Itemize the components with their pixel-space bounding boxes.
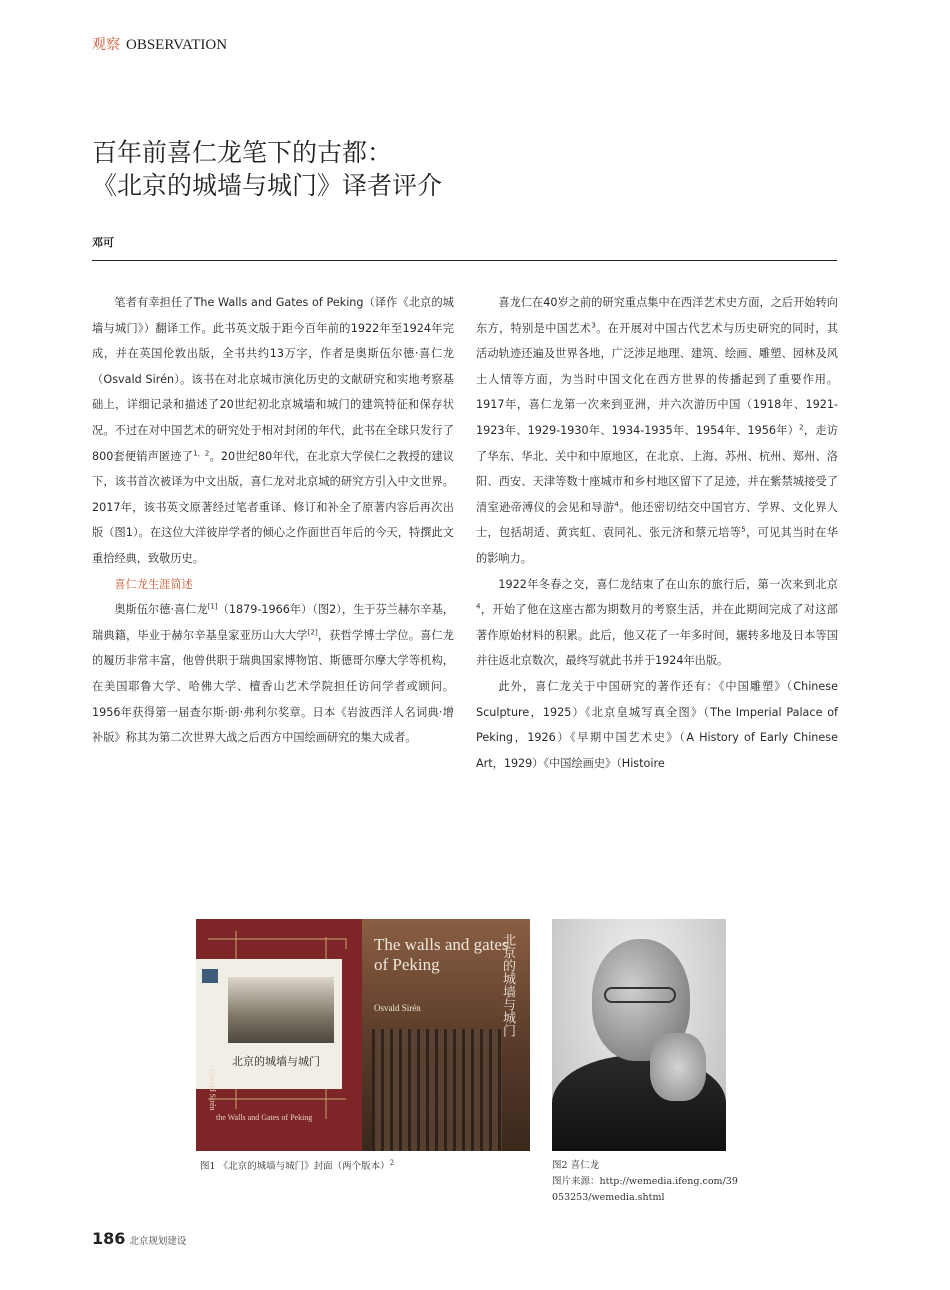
text-run: 笔者有幸担任了The Walls and Gates of Peking（译作《北京的城墙与城门》）翻译工作。此书英文版于距今百年前的1922年至1924年完成，并在英国伦敦出版，全书共约13万字，作者是奥斯伍尔德·喜仁龙（Osvald Sirén）。该书在对北京城市演化历史的文献研究和实地考察基础上，详细记录和描述了20世纪初北京城墙和城门的建筑特征和保存状况。不过在对中国艺术的研究处于相对封闭的年代，此书在全球只发行了800套便销声匿迹了 (92, 296, 454, 463)
figure1-caption (200, 1158, 394, 1172)
cover2-vertical-cn-title: 北京的城墙与城门 (500, 933, 515, 1037)
footnote-ref: 2 (389, 1158, 395, 1167)
text-run: 1922年冬春之交，喜仁龙结束了在山东的旅行后，第一次来到北京 (498, 577, 838, 591)
section-label-en: OBSERVATION (126, 37, 228, 53)
left-column (92, 290, 454, 751)
text-run: 奥斯伍尔德·喜仁龙 (114, 603, 208, 617)
footnote-ref: 5 (741, 525, 746, 534)
gate-tower-image (372, 1029, 502, 1151)
paragraph (476, 572, 838, 674)
figure1-book-covers (196, 919, 530, 1151)
glasses-icon (604, 987, 676, 1003)
caption-line: 图2 喜仁龙 (552, 1160, 600, 1171)
footnote-ref: [1] (207, 602, 218, 611)
page-footer (92, 1229, 186, 1248)
footnote-ref: 1，2 (193, 448, 210, 457)
page-number: 186 (92, 1229, 126, 1248)
cover2-en-title: The walls and gates of Peking (374, 935, 509, 974)
title-divider (92, 260, 837, 261)
subheading: 喜仁龙生涯简述 (114, 577, 193, 591)
text-run: （1879-1966年）（图2），生于芬兰赫尔辛基，瑞典籍，毕业于赫尔辛基皇家亚历山大大学 (92, 603, 454, 642)
cover-photo-card (196, 959, 342, 1089)
footnote-ref: 2 (799, 423, 804, 432)
paragraph: 此外，喜仁龙关于中国研究的著作还有：《中国雕塑》（Chinese Sculpture，1925）《北京皇城写真全图》（The Imperial Palace of Peking，1926）《早期中国艺术史》（A History of Early Chinese Art，1929）《中国绘画史》（Histoire (476, 679, 838, 770)
text-run: 喜龙仁在40岁之前的研究重点集中在西洋艺术史方面，之后开始转向东方，特别是中国艺术 (476, 296, 838, 335)
image-source: 图片来源：http://wemedia.ifeng.com/39053253/wemedia.shtml (552, 1176, 738, 1203)
text-run: ，可见其当时在华的影响力。 (476, 526, 838, 565)
footnote-ref: 3 (591, 320, 596, 329)
article-title (92, 136, 852, 202)
text-run: ，走访了华东、华北、关中和中原地区，在北京、上海、苏州、杭州、郑州、洛阳、西安、天津等数十座城市和乡村地区留下了足迹，并在紫禁城接受了清室逊帝溥仪的会见和导游 (476, 423, 838, 514)
portrait-hand (650, 1033, 706, 1101)
journal-name: 北京规划建设 (129, 1236, 187, 1247)
text-run: 。在开展对中国古代艺术与历史研究的同时，其活动轨迹还遍及世界各地，广泛涉足地理、建筑、绘画、雕塑、园林及风土人情等方面，为当时中国文化在西方世界的传播起到了重要作用。1917年，喜仁龙第一次来到亚洲，并六次游历中国（1918年、1921-1923年、1929-1930年、1934-1935年、1954年、1956年） (476, 321, 838, 437)
figure2-caption (552, 1158, 742, 1206)
text-run: ，开始了他在这座古都为期数月的考察生活，并在此期间完成了对这部著作原始材料的积累。此后，他又花了一年多时间，辗转多地及日本等国并往返北京数次，最终写就此书并于1924年出版。 (476, 603, 838, 668)
section-header (92, 36, 227, 54)
cover-vertical-author: Osvald Sirén (208, 1069, 217, 1111)
figure2-portrait (552, 919, 726, 1151)
cover2-author: Osvald Sirén (374, 1003, 421, 1013)
text-run: 。他还密切结交中国官方、学界、文化界人士，包括胡适、黄宾虹、袁同礼、张元济和蔡元培等 (476, 500, 838, 540)
text-run: 。20世纪80年代，在北京大学侯仁之教授的建议下，该书首次被译为中文出版，喜仁龙对北京城的研究方引入中文世界。2017年，该书英文原著经过笔者重译、修订和补全了原著内容后再次出版（图1）。在这位大洋彼岸学者的倾心之作面世百年后的今天，特撰此文重拾经典，致敬历史。 (92, 449, 454, 565)
footnote-ref: 4 (476, 602, 481, 611)
caption-text: 图1 《北京的城墙与城门》封面（两个版本） (200, 1161, 390, 1172)
author-name: 邓可 (92, 236, 114, 249)
footnote-ref: 4 (614, 500, 619, 509)
article-title-line1: 百年前喜仁龙笔下的古都： (92, 138, 393, 167)
text-run: ，获哲学博士学位。喜仁龙的履历非常丰富，他曾供职于瑞典国家博物馆、斯德哥尔摩大学等机构，在美国耶鲁大学、哈佛大学、檀香山艺术学院担任访问学者或顾问。1956年获得第一届查尔斯·朗·弗利尔奖章。日本《岩波西洋人名词典·增补版》称其为第二次世界大战之后西方中国绘画研究的集大成者。 (92, 628, 454, 745)
publisher-logo (202, 969, 218, 983)
paragraph (92, 290, 454, 572)
cover-cn-title: 北京的城墙与城门 (232, 1055, 320, 1068)
gate-photo (228, 977, 334, 1043)
footnote-ref: [2] (307, 627, 318, 636)
article-title-line2: 《北京的城墙与城门》译者评介 (92, 171, 443, 200)
cover-en-small-title: the Walls and Gates of Peking (216, 1113, 313, 1122)
right-column (476, 290, 838, 776)
paragraph (92, 597, 454, 751)
section-label-cn: 观察 (92, 37, 120, 53)
paragraph (476, 290, 838, 572)
